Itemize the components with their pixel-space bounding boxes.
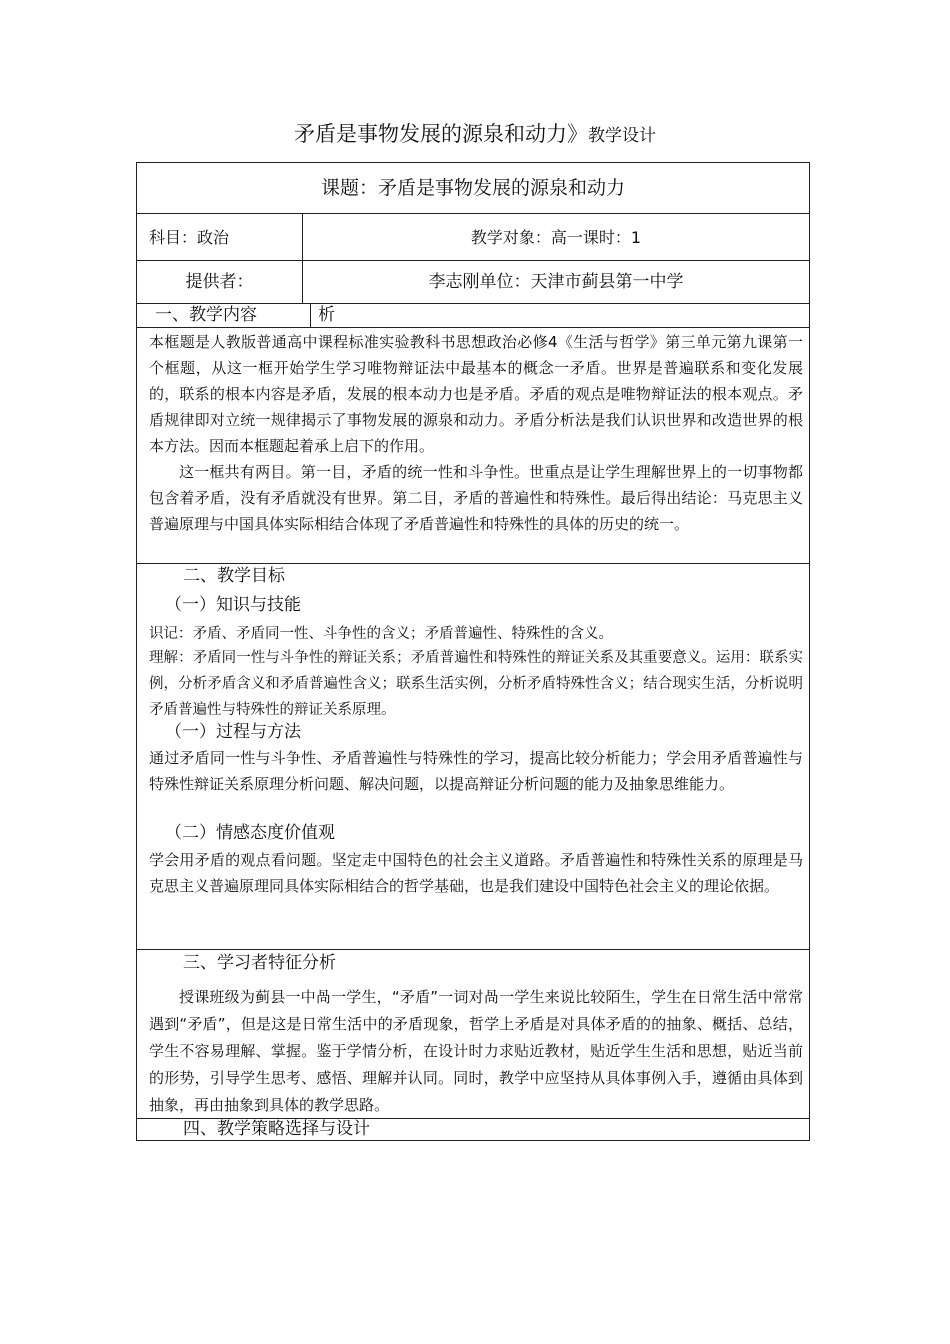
provider-label: 提供者： bbox=[185, 272, 254, 292]
process-method-heading: （一）过程与方法 bbox=[165, 722, 301, 742]
knowledge-skills-understand: 理解：矛盾同一性与斗争性的辩证关系；矛盾普遍性和特殊性的辩证关系及其重要意义。运用：联系实例，分析矛盾含义和矛盾普遍性含义；联系生活实例，分析矛盾特殊性含义；结合现实生活，分析说明矛盾普遍性与特殊性的辩证关系原理。 bbox=[149, 650, 803, 718]
provider-value: 李志刚单位：天津市蓟县第一中学 bbox=[428, 272, 684, 292]
section-1-title: 一、教学内容 bbox=[155, 305, 257, 325]
lesson-topic: 课题：矛盾是事物发展的源泉和动力 bbox=[320, 177, 625, 199]
section-2-title: 二、教学目标 bbox=[183, 566, 285, 586]
section-1-paragraph-1: 本框题是人教版普通高中课程标准实验教科书思想政治必修4《生活与哲学》第三单元第九课第一个框题，从这一框开始学生学习唯物辩证法中最基本的概念一矛盾。世界是普遍联系和变化发展的，联系的根本内容是矛盾，发展的根本动力也是矛盾。矛盾的观点是唯物辩证法的根本观点。矛盾规律即对立统一规律揭示了事物发展的源泉和动力。矛盾分析法是我们认识世界和改造世界的根本方法。因而本框题起着承上启下的作用。 bbox=[149, 333, 803, 455]
column-divider bbox=[310, 303, 311, 327]
document-title-main: 矛盾是事物发展的源泉和动力》 bbox=[294, 122, 588, 146]
row-divider bbox=[137, 213, 809, 214]
lesson-plan-table bbox=[136, 162, 810, 1141]
section-4-title: 四、教学策略选择与设计 bbox=[183, 1119, 370, 1139]
audience-cell bbox=[303, 225, 809, 251]
audience-label: 教学对象： bbox=[470, 228, 551, 247]
section-1-paragraph-2: 这一框共有两目。第一目，矛盾的统一性和斗争性。世重点是让学生理解世界上的一切事物都包含着矛盾，没有矛盾就没有世界。第二目，矛盾的普遍性和特殊性。最后得出结论：马克思主义普遍原理与中国具体实际相结合体现了矛盾普遍性和特殊性的具体的历史的统一。 bbox=[149, 463, 803, 533]
audience-value: 高一 bbox=[550, 228, 583, 247]
hours-label: 课时： bbox=[582, 228, 631, 247]
values-heading: （二）情感态度价值观 bbox=[165, 823, 335, 843]
document-title bbox=[0, 119, 950, 151]
hours-value: 1 bbox=[630, 228, 642, 247]
section-3-text: 授课班级为蓟县一中咼一学生，“矛盾”一词对咼一学生来说比较陌生，学生在日常生活中常常遇到“矛盾”，但是这是日常生活中的矛盾现象，哲学上矛盾是对具体矛盾的的抽象、概括、总结，学生不容易理解、掌握。鉴于学情分析，在设计时力求贴近教材，贴近学生生活和思想，贴近当前的形势，引导学生思考、感悟、理解并认同。同时，教学中应坚持从具体事例入手，遵循由具体到抽象，再由抽象到具体的教学思路。 bbox=[149, 988, 803, 1114]
process-method-text: 通过矛盾同一性与斗争性、矛盾普遍性与特殊性的学习，提高比较分析能力；学会用矛盾普遍性与特殊性辩证关系原理分析问题、解决问题，以提高辩证分析问题的能力及抽象思维能力。 bbox=[149, 749, 803, 793]
knowledge-skills-recall: 识记：矛盾、矛盾同一性、斗争性的含义；矛盾普遍性、特殊性的含义。 bbox=[149, 626, 613, 642]
section-3-title: 三、学习者特征分析 bbox=[183, 953, 336, 973]
values-text: 学会用矛盾的观点看问题。坚定走中国特色的社会主义道路。矛盾普遍性和特殊性关系的原理是马克思主义普遍原理同具体实际相结合的哲学基础，也是我们建设中国特色社会主义的理论依据。 bbox=[149, 851, 803, 895]
knowledge-skills-heading: （一）知识与技能 bbox=[165, 595, 301, 615]
document-title-suffix: 教学设计 bbox=[588, 126, 656, 146]
row-divider bbox=[137, 260, 809, 261]
section-1-title-tail: 析 bbox=[318, 305, 335, 325]
subject-label: 科目：政治 bbox=[149, 228, 230, 247]
